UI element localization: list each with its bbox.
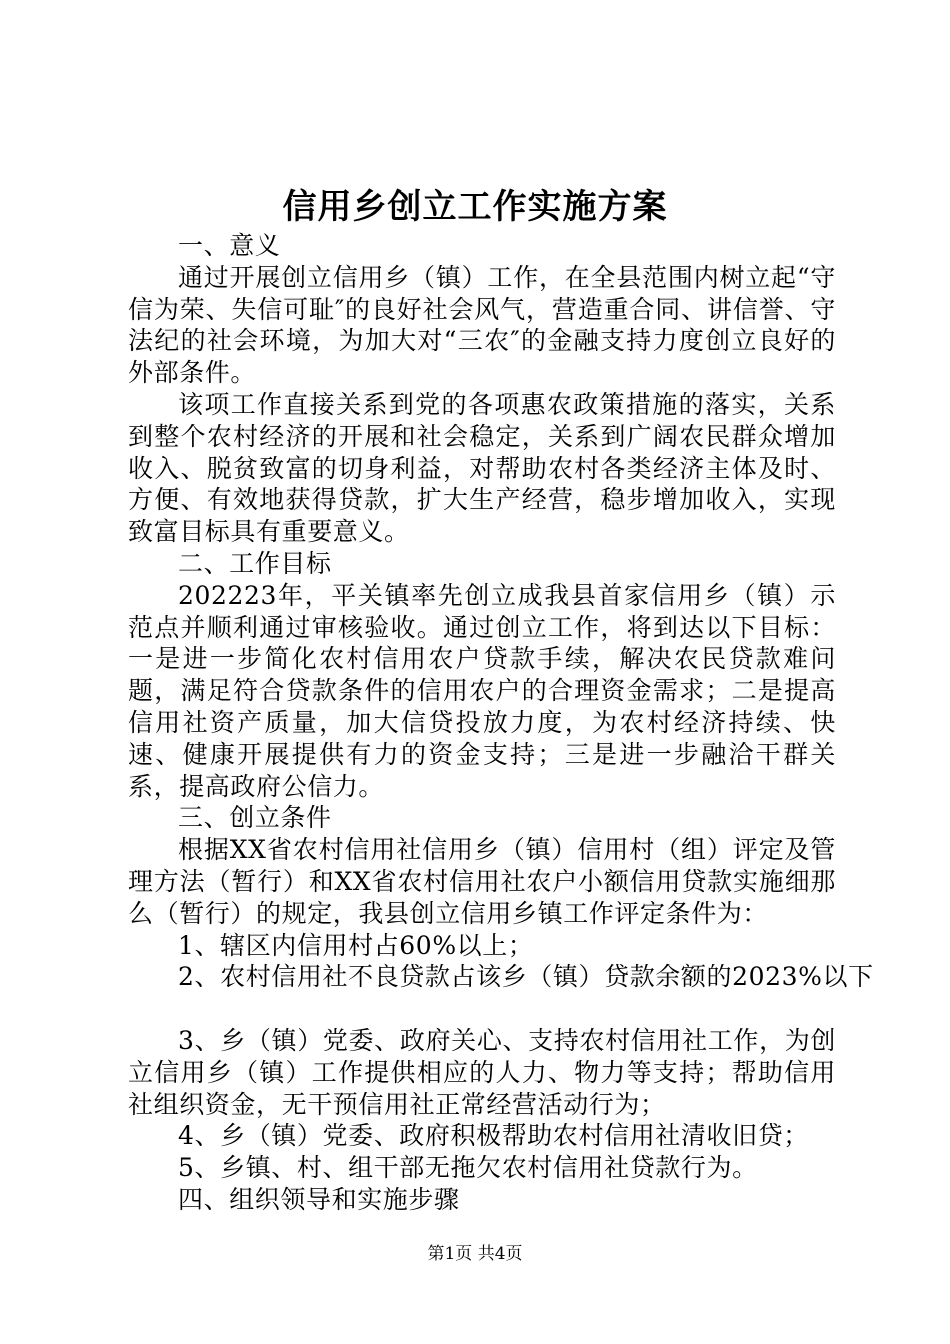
condition-item: 3、乡（镇）党委、政府关心、支持农村信用社工作，为创立信用乡（镇）工作提供相应的人力、物力等支持；帮助信用社组织资金，无干预信用社正常经营活动行为； xyxy=(128,1025,836,1119)
paragraph: 202223年，平关镇率先创立成我县首家信用乡（镇）示范点并顺利通过审核验收。通过创立工作，将到达以下目标：一是进一步简化农村信用农户贷款手续，解决农民贷款难问题，满足符合贷款条件的信用农户的合理资金需求；二是提高信用社资产质量，加大信贷投放力度，为农村经济持续、快速、健康开展提供有力的资金支持；三是进一步融洽干群关系，提高政府公信力。 xyxy=(128,580,836,801)
section-heading-organization: 四、组织领导和实施步骤 xyxy=(178,1184,460,1214)
document-body xyxy=(128,230,874,1216)
paragraph: 该项工作直接关系到党的各项惠农政策措施的落实，关系到整个农村经济的开展和社会稳定，关系到广阔农民群众增加收入、脱贫致富的切身利益，对帮助农村各类经济主体及时、方便、有效地获得贷款，扩大生产经营，稳步增加收入，实现致富目标具有重要意义。 xyxy=(128,389,836,547)
paragraph: 通过开展创立信用乡（镇）工作，在全县范围内树立起“守信为荣、失信可耻″的良好社会风气，营造重合同、讲信誉、守法纪的社会环境，为加大对“三农″的金融支持力度创立良好的外部条件。 xyxy=(128,262,836,388)
condition-item: 1、辖区内信用村占60%以上； xyxy=(178,930,534,960)
section-heading-conditions: 三、创立条件 xyxy=(178,803,332,833)
document-title: 信用乡创立工作实施方案 xyxy=(282,187,668,227)
paragraph: 根据XX省农村信用社信用乡（镇）信用村（组）评定及管理方法（暂行）和XX省农村信用社农户小额信用贷款实施细那么（暂行）的规定，我县创立信用乡镇工作评定条件为： xyxy=(128,835,836,928)
page-indicator: 第1页 共4页 xyxy=(427,1244,523,1264)
condition-item: 4、乡（镇）党委、政府积极帮助农村信用社清收旧贷； xyxy=(178,1121,809,1151)
section-heading-goals: 二、工作目标 xyxy=(178,548,332,578)
condition-item: 2、农村信用社不良贷款占该乡（镇）贷款余额的2023%以下 xyxy=(178,962,874,992)
section-heading-significance: 一、意义 xyxy=(178,231,281,260)
condition-item: 5、乡镇、村、组干部无拖欠农村信用社贷款行为。 xyxy=(178,1153,758,1183)
